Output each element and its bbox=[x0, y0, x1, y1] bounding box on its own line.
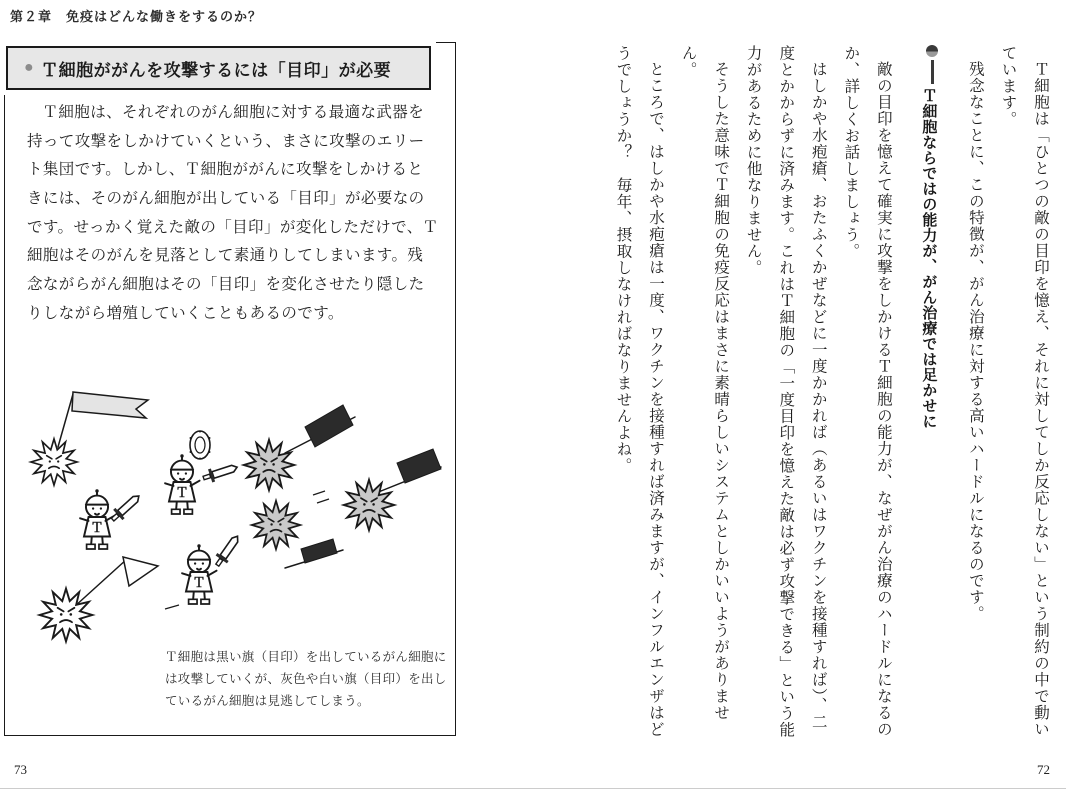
vertical-text-block bbox=[606, 45, 1056, 742]
fallen-black-flag bbox=[285, 539, 343, 568]
paragraph: 残念なことに、この特徴が、がん治療に対する高いハードルになるのです。 bbox=[966, 60, 984, 622]
chapter-header: 第２章 免疫はどんな働きをするのか？ bbox=[10, 9, 263, 24]
subheading-bullet-icon bbox=[926, 45, 938, 57]
paragraph: Ｔ細胞は「ひとつの敵の目印を憶え、それに対してしか反応しない」という制約の中で動いています。 bbox=[999, 45, 1049, 737]
paragraph: 敵の目印を憶えて確実に攻撃をしかけるＴ細胞の能力が、なぜがん治療のハードルになるのか、詳しくお話しましょう。 bbox=[842, 45, 892, 737]
sword-icon bbox=[212, 532, 243, 569]
cancer-cell-gray bbox=[344, 480, 395, 531]
t-cell-soldier bbox=[182, 544, 216, 604]
paragraph: そうした意味でＴ細胞の免疫反応はまさに素晴らしいシステムとしかいいようがありません。 bbox=[679, 45, 730, 721]
cartoon-illustration bbox=[17, 367, 449, 645]
black-flag bbox=[371, 449, 441, 495]
soldier-t-label: Ｔ bbox=[192, 574, 206, 590]
page-number-right: 72 bbox=[1037, 762, 1050, 777]
subheading-text: Ｔ細胞ならではの能力が、がん治療では足かせに bbox=[920, 88, 938, 429]
page-bottom-edge bbox=[0, 788, 1066, 789]
section-title: Ｔ細胞ががんを攻撃するには「目印」が必要 bbox=[41, 60, 392, 80]
page-number-left: 73 bbox=[14, 762, 27, 777]
cancer-cell-white-top bbox=[31, 439, 77, 485]
illustration-caption: Ｔ細胞は黒い旗（目印）を出しているがん細胞には攻撃していくが、灰色や白い旗（目印）を出しているがん細胞は見逃してしまう。 bbox=[165, 650, 447, 708]
shield-icon bbox=[190, 431, 211, 460]
cancer-cell-gray bbox=[252, 501, 300, 549]
soldier-t-label: Ｔ bbox=[90, 519, 104, 535]
soldier-t-label: Ｔ bbox=[175, 484, 189, 500]
section-title-box bbox=[6, 46, 431, 90]
white-flag bbox=[74, 557, 158, 607]
subheading bbox=[913, 45, 945, 742]
paragraph: はしかや水疱瘡、おたふくかぜなどに一度かかれば（あるいはワクチンを接種すれば）、二度とかからずに済みます。これはＴ細胞の「一度目印を憶えた敵は必ず攻撃できる」という能力があるために他なりません。 bbox=[744, 45, 827, 738]
section-box bbox=[4, 42, 456, 736]
cancer-cell-gray bbox=[244, 440, 295, 491]
body-paragraph: Ｔ細胞は、それぞれのがん細胞に対する最適な武器を持って攻撃をしかけていくという、まさに攻撃のエリート集団です。しかし、Ｔ細胞ががんに攻撃をしかけるときには、そのがん細胞が出している「目印」が必要なのです。せっかく覚えた敵の「目印」が変化しただけで、Ｔ細胞はそのがんを見落として素通りしてしまいます。残念ながらがん細胞はその「目印」を変化させたり隠したりしながら増殖していくこともあるのです。 bbox=[27, 104, 439, 322]
paragraph: ところで、はしかや水疱瘡は一度、ワクチンを接種すれば済みますが、インフルエンザはどうでしょうか？ 毎年、摂取しなければなりませんよね。 bbox=[614, 45, 665, 737]
t-cell-soldier bbox=[80, 489, 114, 549]
t-cell-soldier bbox=[165, 454, 199, 514]
subheading-line bbox=[931, 60, 934, 84]
pale-flag bbox=[58, 392, 148, 447]
section-bullet-icon: ● bbox=[24, 59, 35, 76]
sword-icon bbox=[108, 491, 143, 525]
black-flag bbox=[285, 405, 355, 453]
sword-icon bbox=[201, 461, 239, 485]
